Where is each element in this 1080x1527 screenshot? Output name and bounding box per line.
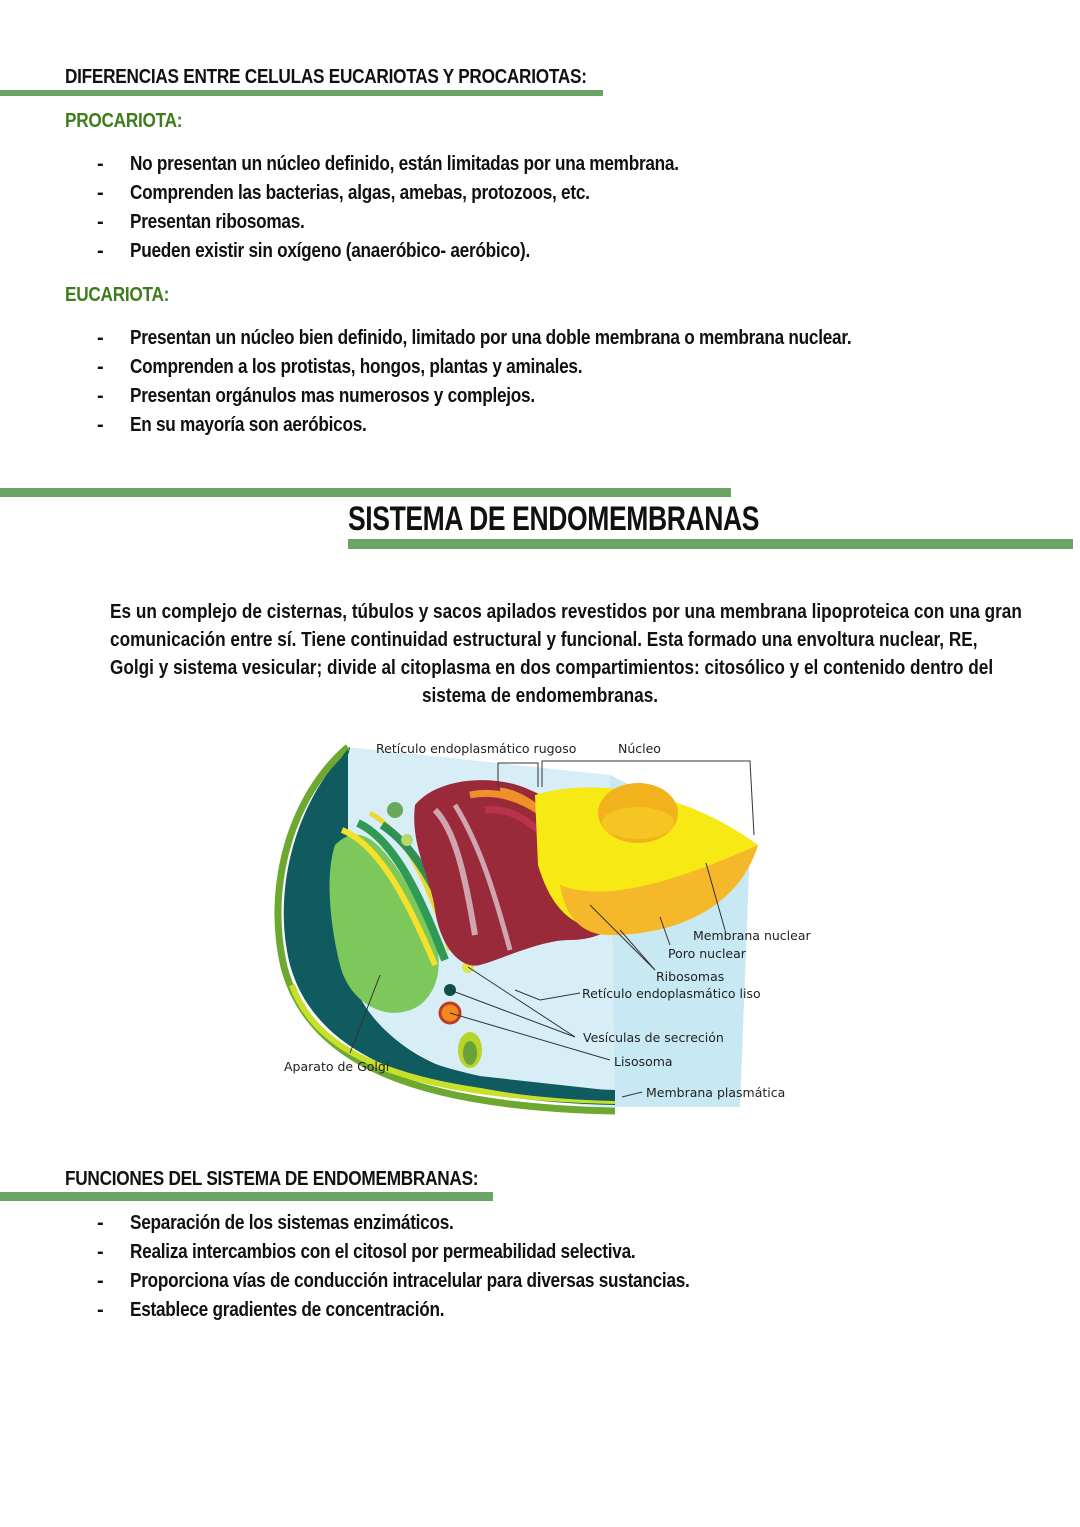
list-item: - No presentan un núcleo definido, están limitadas por una membrana. xyxy=(97,153,679,175)
cell-illustration xyxy=(270,735,830,1115)
heading-underline-bar xyxy=(0,90,603,96)
label-rough-er: Retículo endoplasmático rugoso xyxy=(376,741,577,756)
title-bottom-bar xyxy=(348,539,1073,549)
list-item: - Comprenden a los protistas, hongos, plantas y aminales. xyxy=(97,356,583,378)
eukaryote-label: EUCARIOTA: xyxy=(65,284,170,306)
list-item: - Comprenden las bacterias, algas, amebas, protozoos, etc. xyxy=(97,182,590,204)
title-top-bar xyxy=(0,488,731,497)
list-item: - Proporciona vías de conducción intracelular para diversas sustancias. xyxy=(97,1270,690,1292)
label-nuclear-pore: Poro nuclear xyxy=(668,946,746,961)
heading-underline-bar xyxy=(0,1192,493,1201)
label-nuclear-membrane: Membrana nuclear xyxy=(693,928,811,943)
label-ribosomes: Ribosomas xyxy=(656,969,725,984)
label-smooth-er: Retículo endoplasmático liso xyxy=(582,986,761,1001)
section-heading-differences: DIFERENCIAS ENTRE CELULAS EUCARIOTAS Y PROCARIOTAS: xyxy=(65,66,587,88)
label-golgi: Aparato de Golgi xyxy=(284,1059,390,1074)
section-heading-functions: FUNCIONES DEL SISTEMA DE ENDOMEMBRANAS: xyxy=(65,1168,479,1190)
label-lysosome: Lisosoma xyxy=(614,1054,673,1069)
list-item: - Establece gradientes de concentración. xyxy=(97,1299,445,1321)
list-item: - Pueden existir sin oxígeno (anaeróbico- aeróbico). xyxy=(97,240,530,262)
list-item: - Presentan un núcleo bien definido, limitado por una doble membrana o membrana nuclear. xyxy=(97,327,852,349)
list-item: - Realiza intercambios con el citosol por permeabilidad selectiva. xyxy=(97,1241,636,1263)
label-plasma-membrane: Membrana plasmática xyxy=(646,1085,786,1100)
section-title-endomembranes: SISTEMA DE ENDOMEMBRANAS xyxy=(348,500,760,538)
list-item: - Presentan ribosomas. xyxy=(97,211,305,233)
label-secretory-vesicles: Vesículas de secreción xyxy=(583,1030,724,1045)
label-nucleus: Núcleo xyxy=(618,741,661,756)
endomembrane-description: Es un complejo de cisternas, túbulos y sacos apilados revestidos por una membrana lipoproteica con una gran comunicación entre sí. Tiene continuidad estructural y funcional. Esta formado una envoltura nuclear, RE, Golgi y sistema vesicular; divide al citoplasma en dos compartimientos: citosólico y el contenido dentro del sistema de endomembranas. xyxy=(110,601,1022,707)
list-item: - Presentan orgánulos mas numerosos y complejos. xyxy=(97,385,535,407)
list-item: - Separación de los sistemas enzimáticos. xyxy=(97,1212,454,1234)
list-item: - En su mayoría son aeróbicos. xyxy=(97,414,367,436)
endomembrane-diagram xyxy=(270,735,830,1115)
prokaryote-label: PROCARIOTA: xyxy=(65,110,183,132)
